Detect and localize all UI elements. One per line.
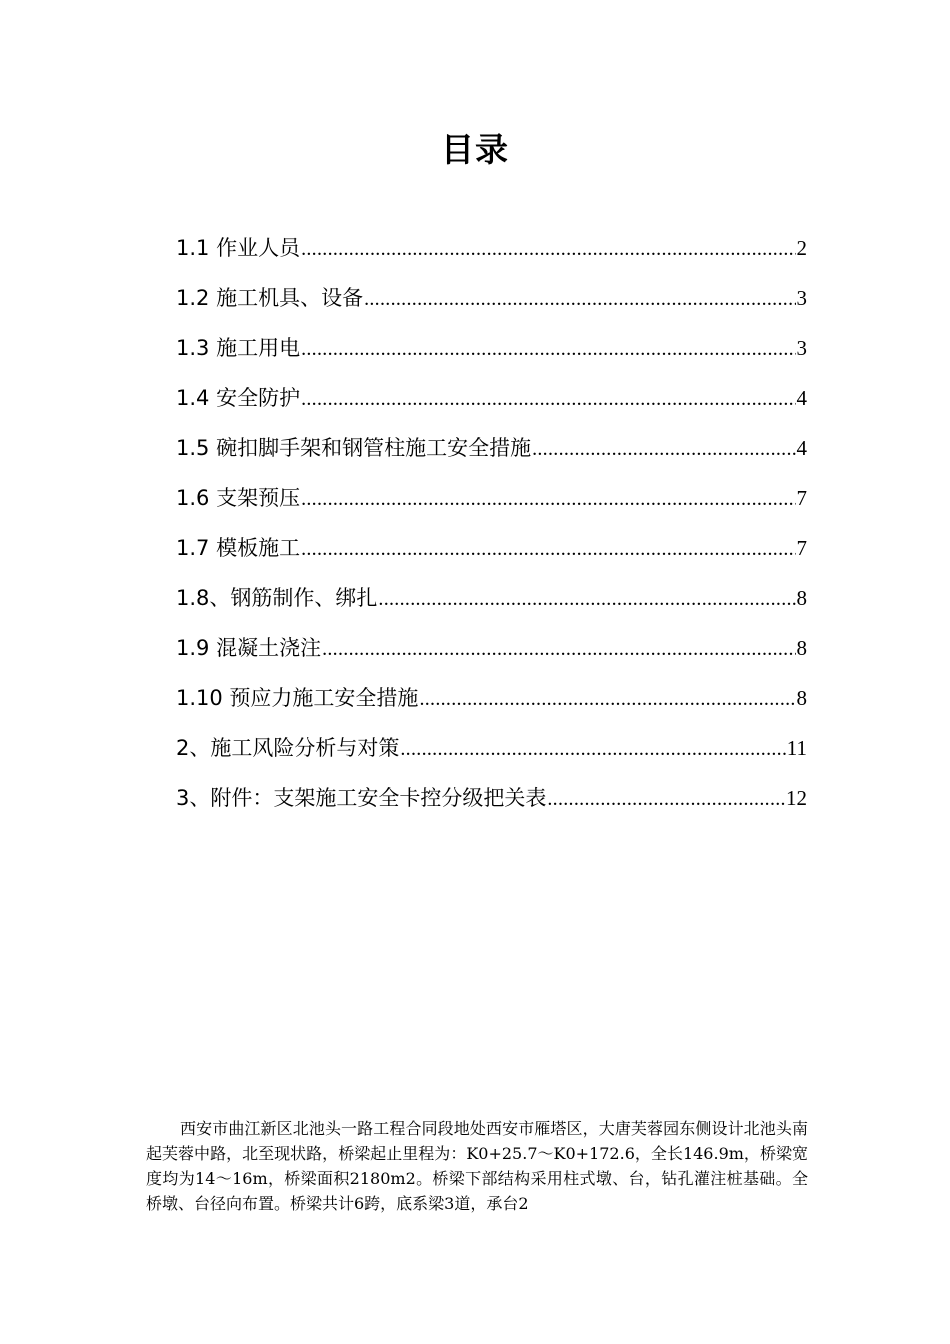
toc-entry-label: 1.4 安全防护 <box>176 386 301 410</box>
toc-dot-leader <box>400 729 785 769</box>
toc-entry-label: 1.5 碗扣脚手架和钢管柱施工安全措施 <box>176 436 532 460</box>
toc-entry-label: 3、附件：支架施工安全卡控分级把关表 <box>176 786 547 810</box>
toc-entry-page: 3 <box>796 286 807 310</box>
toc-entry-label: 1.2 施工机具、设备 <box>176 286 364 310</box>
toc-entry[interactable] <box>176 678 807 728</box>
toc-dot-leader <box>364 279 795 319</box>
toc-entry-label: 1.7 模板施工 <box>176 536 301 560</box>
toc-entry[interactable] <box>176 328 807 378</box>
toc-entry-page: 7 <box>796 486 807 510</box>
toc-dot-leader <box>419 679 795 719</box>
toc-entry-label: 1.10 预应力施工安全措施 <box>176 686 419 710</box>
toc-entry-page: 7 <box>796 536 807 560</box>
toc-entry[interactable] <box>176 778 807 828</box>
toc-dot-leader <box>301 229 795 269</box>
table-of-contents <box>176 228 807 828</box>
toc-entry[interactable] <box>176 728 807 778</box>
toc-entry[interactable] <box>176 278 807 328</box>
toc-entry[interactable] <box>176 378 807 428</box>
toc-dot-leader <box>301 329 795 369</box>
toc-entry-page: 11 <box>786 736 807 760</box>
toc-entry-page: 2 <box>796 236 807 260</box>
toc-dot-leader <box>301 529 795 569</box>
toc-entry-label: 1.6 支架预压 <box>176 486 301 510</box>
toc-entry-label: 1.8、钢筋制作、绑扎 <box>176 586 378 610</box>
toc-entry[interactable] <box>176 528 807 578</box>
toc-entry-page: 4 <box>796 386 807 410</box>
toc-entry[interactable] <box>176 628 807 678</box>
toc-entry-label: 1.1 作业人员 <box>176 236 301 260</box>
toc-entry-label: 1.3 施工用电 <box>176 336 301 360</box>
toc-dot-leader <box>532 429 795 469</box>
toc-dot-leader <box>301 379 795 419</box>
toc-dot-leader <box>378 579 795 619</box>
toc-dot-leader <box>301 479 795 519</box>
toc-entry[interactable] <box>176 228 807 278</box>
toc-dot-leader <box>547 779 785 819</box>
toc-entry[interactable] <box>176 578 807 628</box>
toc-entry-page: 4 <box>796 436 807 460</box>
body-paragraph: 西安市曲江新区北池头一路工程合同段地处西安市雁塔区，大唐芙蓉园东侧设计北池头南起芙蓉中路，北至现状路，桥梁起止里程为：K0+25.7～K0+172.6，全长146.9m，桥梁宽度均为14～16m，桥梁面积2180m2。桥梁下部结构采用柱式墩、台，钻孔灌注桩基础。全桥墩、台径向布置。桥梁共计6跨，底系梁3道，承台2 <box>146 1119 808 1213</box>
toc-entry-label: 2、施工风险分析与对策 <box>176 736 400 760</box>
toc-entry-label: 1.9 混凝土浇注 <box>176 636 322 660</box>
toc-entry-page: 12 <box>786 786 807 810</box>
toc-dot-leader <box>322 629 795 669</box>
toc-entry-page: 8 <box>796 586 807 610</box>
toc-entry[interactable] <box>176 478 807 528</box>
toc-entry-page: 3 <box>796 336 807 360</box>
toc-entry-page: 8 <box>796 636 807 660</box>
toc-entry-page: 8 <box>796 686 807 710</box>
toc-entry[interactable] <box>176 428 807 478</box>
page-title: 目录 <box>441 130 509 169</box>
